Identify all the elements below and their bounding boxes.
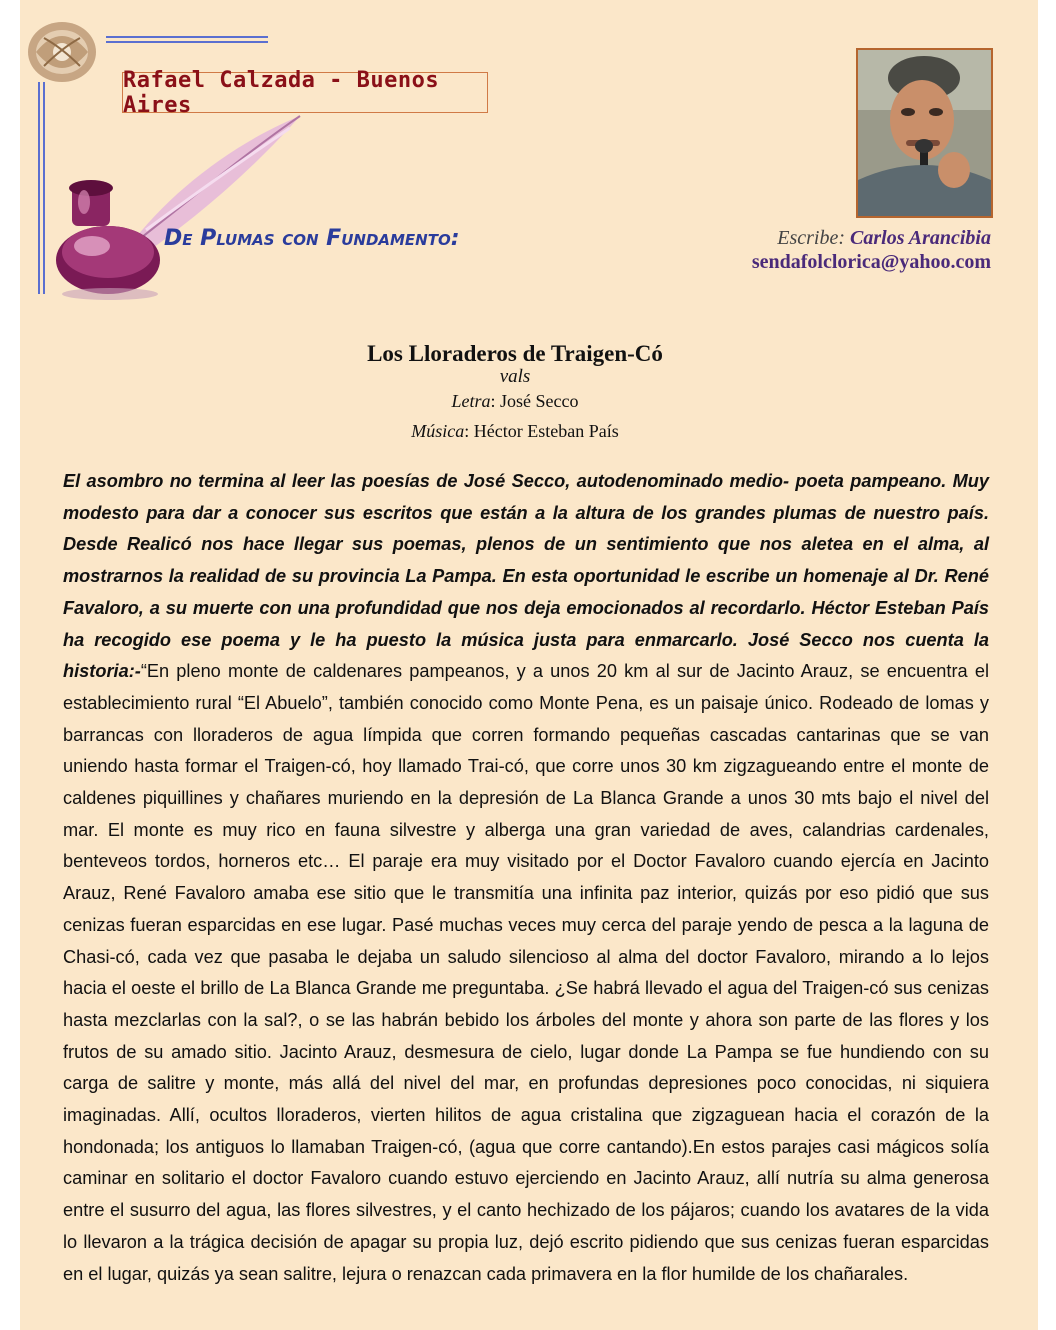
top-divider-line [106, 41, 268, 43]
left-divider-line [43, 82, 45, 294]
author-photo [856, 48, 993, 218]
song-genre: vals [499, 366, 531, 387]
lyrics-credit: Letra: José Secco [451, 391, 579, 411]
music-author: Héctor Esteban País [473, 421, 619, 441]
music-credit: Música: Héctor Esteban País [411, 421, 619, 441]
article-story: “En pleno monte de caldenares pampeanos, y a unos 20 km al sur de Jacinto Arauz, se encuentra el establecimiento rural “El Abuelo”, también conocido como Monte Pena, es un paisaje único. Rodeado de lomas y barrancas con lloraderos de agua límpida que corren formando pequeñas cascadas cantarinas que se van uniendo hasta formar el Traigen-có, hoy llamado Trai-có, que corre unos 30 km zigzagueando entre el monte de caldenes piquillines y chañares muriendo en la depresión de La Blanca Grande a unos 30 mts bajo el nivel del mar. El monte es muy rico en fauna silvestre y alberga una gran variedad de aves, calandrias cardenales, benteveos tordos, horneros etc… El paraje era muy visitado por el Doctor Favaloro cuando ejercía en Jacinto Arauz, René Favaloro amaba ese sitio que le transmitía una infinita paz interior, quizás por eso pidió que sus cenizas fueran esparcidas en ese lugar. Pasé muchas veces muy cerca del paraje yendo de pesca a la laguna de Chasi-có, cada vez que pasaba le dejaba un saludo silencioso al alma del doctor Favaloro, mirando a lo lejos hacia el oeste el brillo de La Blanca Grande me preguntaba. ¿Se habrá llevado el agua del Traigen-có sus cenizas hasta mezclarlas con la sal?, o se las habrán bebido los árboles del monte y ahora son parte de las flores y los frutos de su amado sitio. Jacinto Arauz, desmesura de cielo, lugar donde La Pampa se fue hundiendo con su carga de salitre y monte, más allá del nivel del mar, en profundas depresiones poco conocidas, ni siquiera imaginadas. Allí, ocultos lloraderos, vierten hilitos de agua cristalina que zigzaguean hacia el corazón de la hondonada; los antiguos lo llamaban Traigen-có, (agua que corre cantando).En estos parajes casi mágicos solía caminar en solitario el doctor Favaloro cuando estuvo ejerciendo en Jacinto Arauz, allí nutría su alma generosa entre el susurro del agua, las flores silvestres, y el canto hechizado de los pájaros; cuando los avatares de la vida lo llevaron a la trágica decisión de apagar su propia luz, dejó escrito pidiendo que sus cenizas fueran esparcidas en el lugar, quizás ya sean salitre, lejura o renazcan cada primavera en la flor humilde de los chañarales. [63, 661, 989, 1284]
author-name: Carlos Arancibia [850, 227, 991, 249]
lyrics-author: José Secco [500, 391, 579, 411]
music-label: Música [411, 421, 465, 441]
author-label: Escribe: [777, 227, 846, 249]
song-header [20, 340, 1010, 446]
quill-inkwell-icon [50, 110, 310, 310]
decorative-flower-icon [24, 18, 104, 88]
left-divider-line [38, 82, 40, 294]
lyrics-label: Letra [451, 391, 491, 411]
song-title: Los Lloraderos de Traigen-Có [367, 341, 663, 366]
location-label: Rafael Calzada - Buenos Aires [122, 72, 488, 113]
top-divider-line [106, 36, 268, 38]
author-portrait-icon [858, 50, 991, 216]
author-credit [752, 226, 991, 274]
author-email-link[interactable]: sendafolclorica@yahoo.com [751, 251, 991, 273]
section-title: De Plumas con Fundamento: [164, 226, 460, 251]
article-intro: El asombro no termina al leer las poesías de José Secco, autodenominado medio- poeta pampeano. Muy modesto para dar a conocer sus escritos que están a la altura de los grandes plumas de nuestro país. Desde Realicó nos hace llegar sus poemas, plenos de un sentimiento que nos aletea en el alma, al mostrarnos la realidad de su provincia La Pampa. En esta oportunidad le escribe un homenaje al Dr. René Favaloro, a su muerte con una profundidad que nos deja emocionados al recordarlo. Héctor Esteban País ha recogido ese poema y le ha puesto la música justa para enmarcarlo. José Secco nos cuenta la historia:- [63, 471, 989, 682]
article-body [63, 466, 989, 1290]
page [20, 0, 1038, 1330]
